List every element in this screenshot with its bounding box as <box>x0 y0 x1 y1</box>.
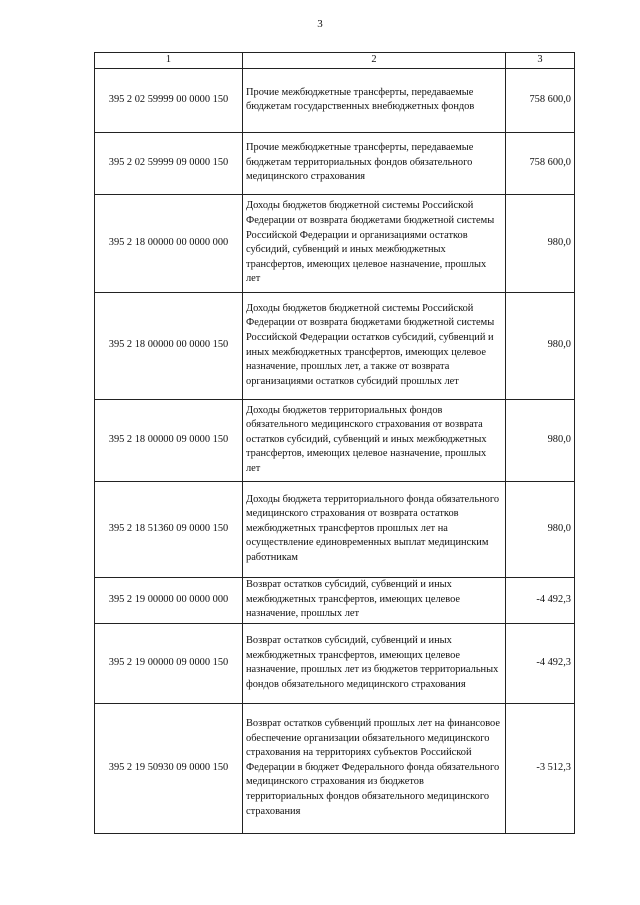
income-description: Доходы бюджетов территориальных фондов обязательного медицинского страхования от возврата остатков субсидий, субвенций и иных межбюджетных трансфертов, имеющих целевое назначение, прошлых лет <box>243 399 506 481</box>
amount-value: 758 600,0 <box>506 68 575 132</box>
budget-table <box>94 52 575 834</box>
table-header-row <box>95 53 575 69</box>
income-description: Возврат остатков субвенций прошлых лет на финансовое обеспечение организации обязательного медицинского страхования на территориях субъектов Российской Федерации в бюджет Федерального фонда обязательного медицинского страхования из бюджетов территориальных фондов обязательного медицинского страхования <box>243 703 506 833</box>
budget-code: 395 2 19 50930 09 0000 150 <box>95 703 243 833</box>
column-header-1: 1 <box>95 53 243 69</box>
amount-value: -3 512,3 <box>506 703 575 833</box>
budget-code: 395 2 18 00000 00 0000 000 <box>95 194 243 292</box>
table-row <box>95 132 575 194</box>
budget-code: 395 2 02 59999 09 0000 150 <box>95 132 243 194</box>
page-number: 3 <box>317 18 323 30</box>
amount-value: -4 492,3 <box>506 577 575 623</box>
amount-value: 980,0 <box>506 399 575 481</box>
amount-value: 980,0 <box>506 481 575 577</box>
income-description: Доходы бюджетов бюджетной системы Российской Федерации от возврата бюджетами бюджетной системы Российской Федерации остатков субсидий, субвенций и иных межбюджетных трансфертов, имеющих целевое назначение, прошлых лет, а также от возврата организациями остатков субсидий прошлых лет <box>243 292 506 399</box>
budget-code: 395 2 19 00000 00 0000 000 <box>95 577 243 623</box>
income-description: Возврат остатков субсидий, субвенций и иных межбюджетных трансфертов, имеющих целевое назначение, прошлых лет <box>243 577 506 623</box>
income-description: Доходы бюджетов бюджетной системы Российской Федерации от возврата бюджетами бюджетной системы Российской Федерации и организациями остатков субсидий, субвенций и иных межбюджетных трансфертов, имеющих целевое назначение, прошлых лет <box>243 194 506 292</box>
budget-code: 395 2 18 00000 09 0000 150 <box>95 399 243 481</box>
budget-code: 395 2 18 51360 09 0000 150 <box>95 481 243 577</box>
income-description: Прочие межбюджетные трансферты, передаваемые бюджетам территориальных фондов обязательного медицинского страхования <box>243 132 506 194</box>
column-header-3: 3 <box>506 53 575 69</box>
budget-code: 395 2 02 59999 00 0000 150 <box>95 68 243 132</box>
income-description: Доходы бюджета территориального фонда обязательного медицинского страхования от возврата остатков межбюджетных трансфертов прошлых лет на осуществление единовременных выплат медицинским работникам <box>243 481 506 577</box>
amount-value: 980,0 <box>506 194 575 292</box>
amount-value: -4 492,3 <box>506 623 575 703</box>
table-row <box>95 703 575 833</box>
income-description: Прочие межбюджетные трансферты, передаваемые бюджетам государственных внебюджетных фондов <box>243 68 506 132</box>
amount-value: 758 600,0 <box>506 132 575 194</box>
column-header-2: 2 <box>243 53 506 69</box>
income-description: Возврат остатков субсидий, субвенций и иных межбюджетных трансфертов, имеющих целевое назначение, прошлых лет из бюджетов территориальных фондов обязательного медицинского страхования <box>243 623 506 703</box>
table-row <box>95 577 575 623</box>
table-row <box>95 399 575 481</box>
amount-value: 980,0 <box>506 292 575 399</box>
table-row <box>95 292 575 399</box>
table-row <box>95 68 575 132</box>
table-row <box>95 623 575 703</box>
budget-code: 395 2 19 00000 09 0000 150 <box>95 623 243 703</box>
budget-code: 395 2 18 00000 00 0000 150 <box>95 292 243 399</box>
table-row <box>95 194 575 292</box>
table-row <box>95 481 575 577</box>
